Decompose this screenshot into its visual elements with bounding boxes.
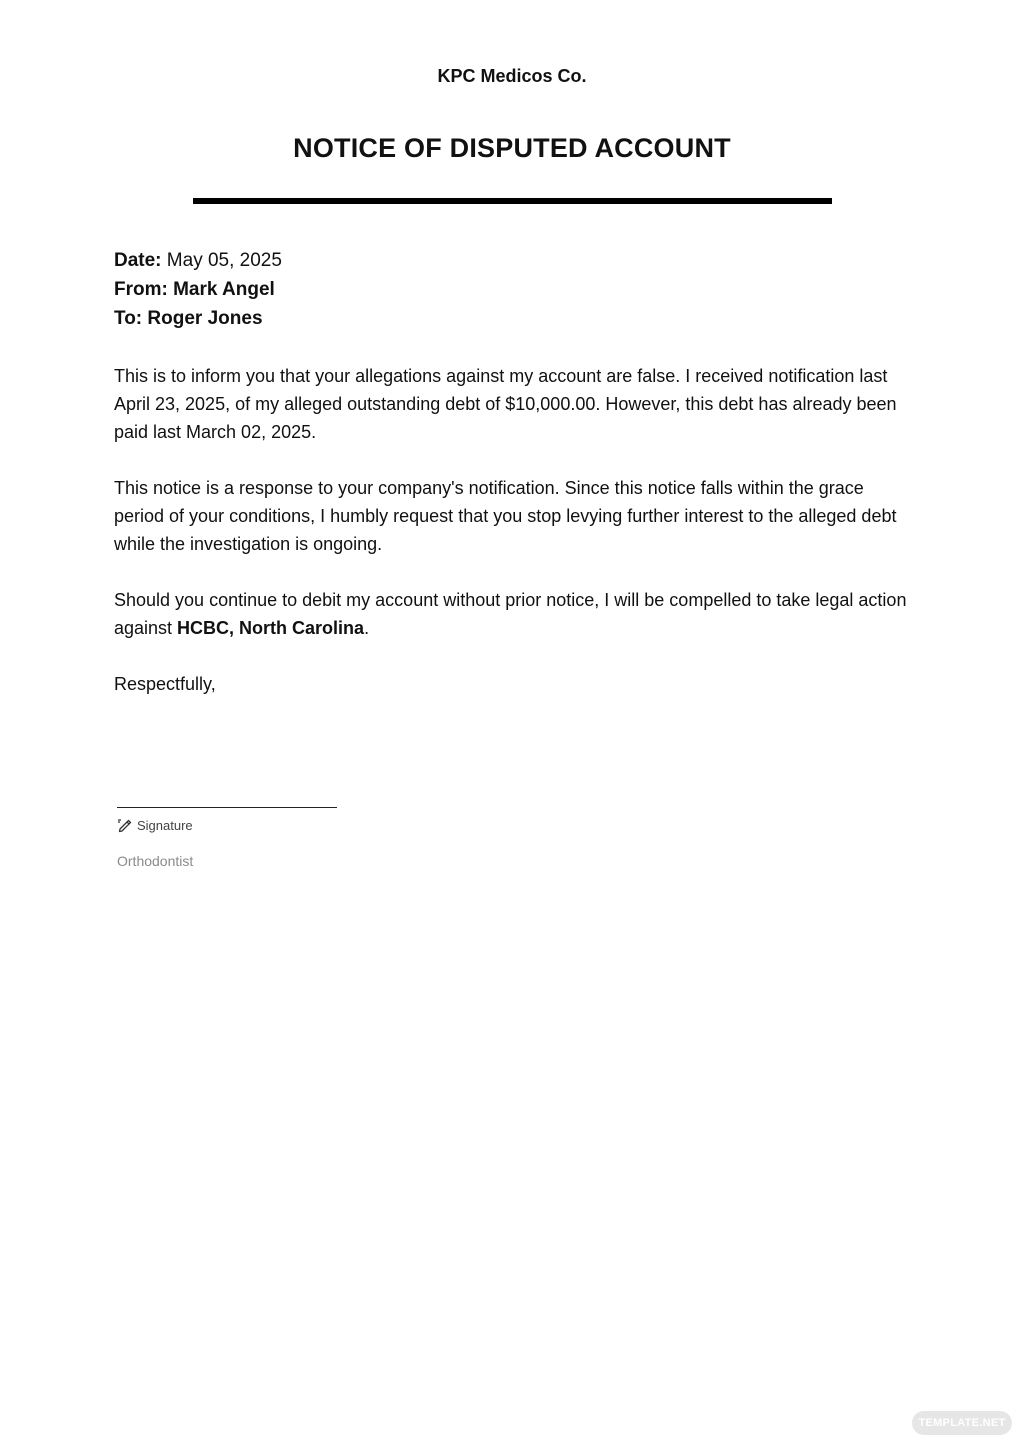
watermark-badge[interactable]: TEMPLATE.NET [912, 1411, 1012, 1435]
body-paragraph-2: This notice is a response to your company's notification. Since this notice falls within the grace period of your conditions, I humbly request that you stop levying further interest to the alleged debt while the investigation is ongoing. [114, 478, 897, 554]
paragraph-3-prefix: Should you continue to debit my account without prior notice, I will be compelled to take legal action against [114, 590, 907, 638]
from-line [114, 275, 275, 304]
to-value: Roger Jones [147, 308, 263, 329]
body-paragraph-3 [114, 586, 914, 642]
closing-line: Respectfully, [114, 674, 216, 694]
date-label: Date: [114, 250, 162, 271]
date-line [114, 246, 282, 275]
paragraph-3-suffix: . [364, 618, 370, 638]
from-value: Mark Angel [173, 279, 275, 300]
to-line [114, 304, 263, 333]
signatory-role: Orthodontist [117, 853, 194, 869]
signature-block[interactable] [117, 817, 193, 833]
body-paragraph-1: This is to inform you that your allegations against my account are false. I received notification last April 23, 2025, of my alleged outstanding debt of $10,000.00. However, this debt has already been paid last March 02, 2025. [114, 366, 897, 442]
to-label: To: [114, 308, 143, 329]
document-title: NOTICE OF DISPUTED ACCOUNT [293, 133, 731, 163]
company-name: KPC Medicos Co. [437, 66, 587, 86]
title-divider [193, 198, 832, 204]
signature-label: Signature [137, 817, 193, 833]
date-value: May 05, 2025 [166, 250, 282, 271]
signature-pen-icon [117, 817, 133, 833]
signature-line [117, 807, 337, 808]
from-label: From: [114, 279, 168, 300]
paragraph-3-entity: HCBC, North Carolina [177, 618, 365, 638]
